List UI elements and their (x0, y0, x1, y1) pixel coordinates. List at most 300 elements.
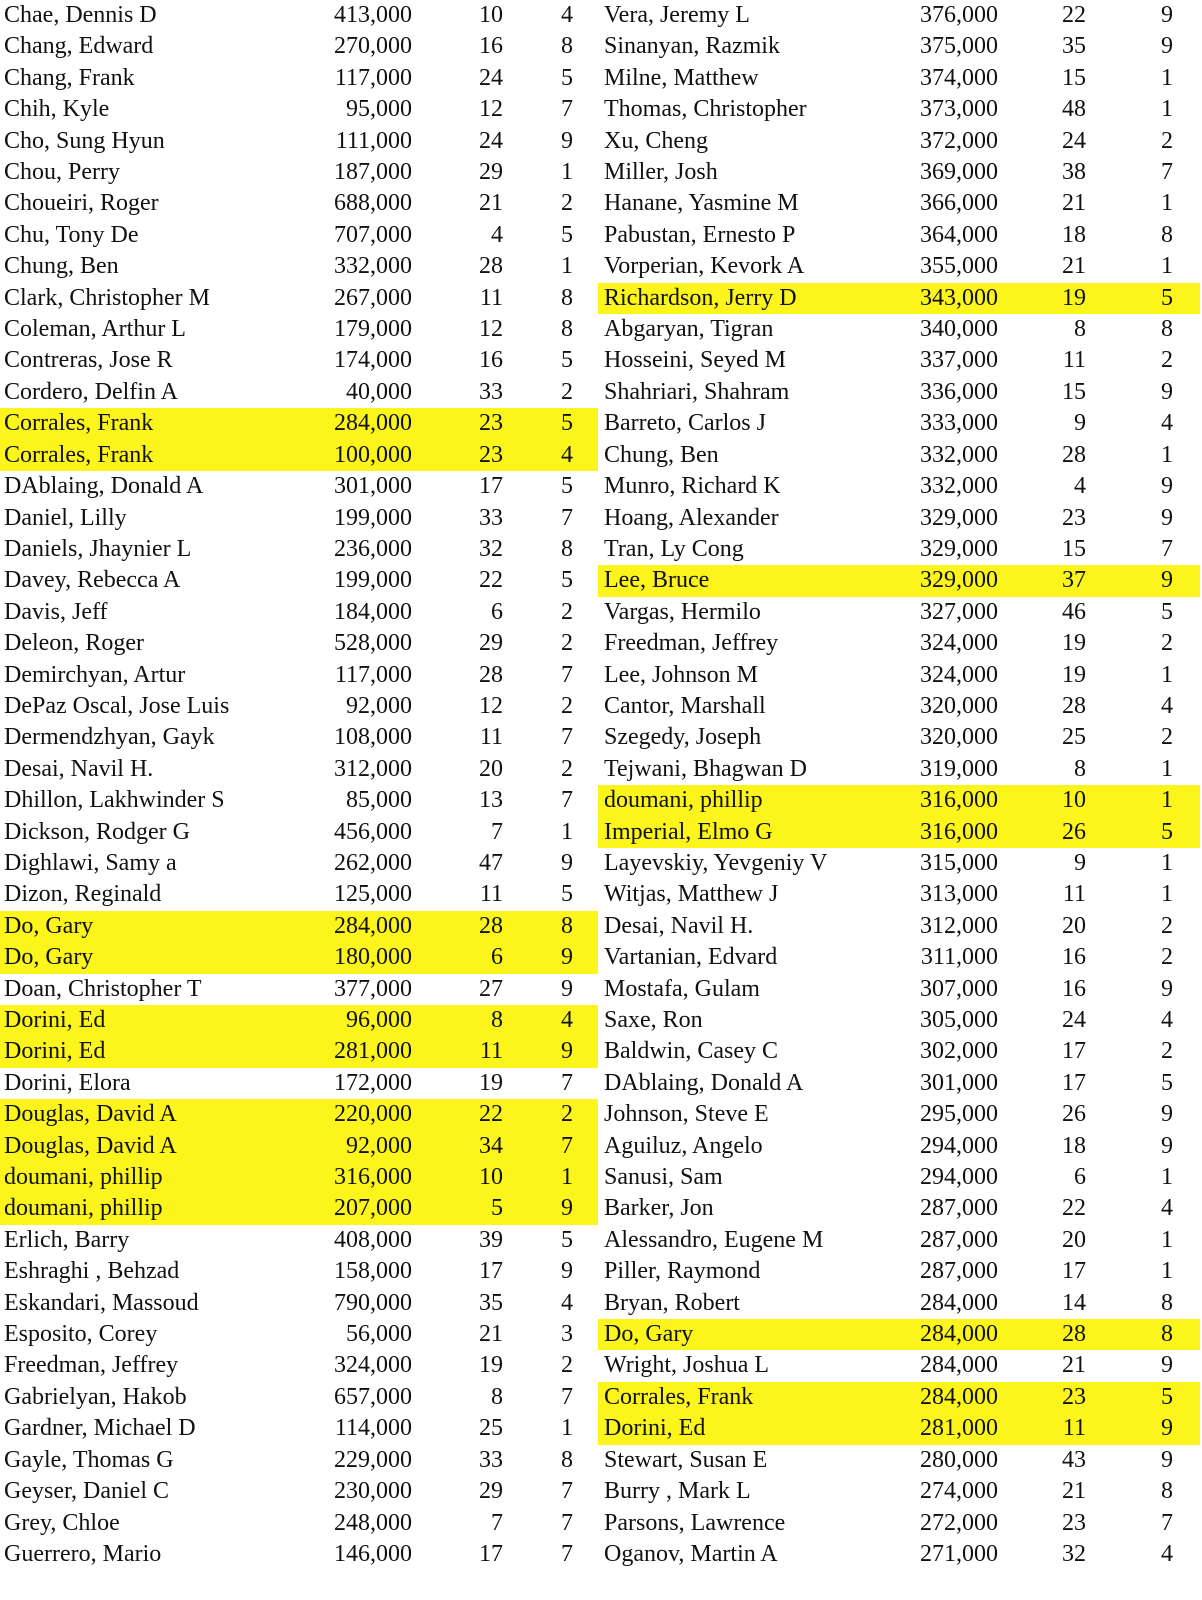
code-cell: 8 (561, 1446, 573, 1473)
amount-cell: 301,000 (334, 473, 412, 500)
amount-cell: 320,000 (920, 692, 998, 719)
amount-cell: 287,000 (920, 1195, 998, 1222)
code-cell: 9 (561, 1038, 573, 1065)
amount-cell: 92,000 (346, 1132, 412, 1159)
table-row (0, 628, 598, 659)
amount-cell: 40,000 (346, 378, 412, 405)
amount-cell: 369,000 (920, 159, 998, 186)
amount-cell: 324,000 (920, 661, 998, 688)
count-cell: 20 (1062, 912, 1086, 939)
code-cell: 2 (1161, 724, 1173, 751)
table-row (598, 691, 1200, 722)
amount-cell: 373,000 (920, 96, 998, 123)
count-cell: 8 (1074, 316, 1086, 343)
table-row (0, 251, 598, 282)
amount-cell: 270,000 (334, 33, 412, 60)
highlighted-table-row (598, 785, 1200, 816)
count-cell: 23 (1062, 504, 1086, 531)
table-row (598, 1476, 1200, 1507)
count-cell: 25 (479, 1415, 503, 1442)
highlighted-table-row (598, 565, 1200, 596)
code-cell: 5 (1161, 284, 1173, 311)
code-cell: 8 (1161, 1478, 1173, 1505)
table-row (0, 785, 598, 816)
code-cell: 4 (561, 1007, 573, 1033)
name-cell: Dighlawi, Samy a (4, 849, 177, 876)
count-cell: 22 (479, 1101, 503, 1128)
code-cell: 5 (561, 567, 573, 594)
name-cell: Davey, Rebecca A (4, 567, 181, 594)
count-cell: 12 (479, 316, 503, 343)
table-row (598, 722, 1200, 753)
code-cell: 1 (1161, 190, 1173, 217)
table-row (598, 503, 1200, 534)
name-cell: Hoang, Alexander (604, 504, 779, 531)
name-cell: Daniels, Jhaynier L (4, 535, 192, 562)
count-cell: 9 (1074, 410, 1086, 437)
count-cell: 10 (479, 1164, 503, 1191)
count-cell: 33 (479, 504, 503, 531)
code-cell: 2 (561, 1101, 573, 1128)
name-cell: Eskandari, Massoud (4, 1289, 199, 1316)
table-row (598, 1131, 1200, 1162)
amount-cell: 199,000 (334, 567, 412, 594)
code-cell: 7 (561, 661, 573, 688)
table-row (0, 345, 598, 376)
name-cell: Gabrielyan, Hakob (4, 1383, 187, 1410)
code-cell: 8 (1161, 221, 1173, 248)
name-cell: Dorini, Ed (4, 1038, 106, 1065)
code-cell: 1 (1161, 1226, 1173, 1253)
amount-cell: 333,000 (920, 410, 998, 437)
highlighted-table-row (598, 283, 1200, 314)
amount-cell: 329,000 (920, 567, 998, 594)
name-cell: Chih, Kyle (4, 96, 110, 123)
code-cell: 1 (1161, 849, 1173, 876)
code-cell: 2 (1161, 1038, 1173, 1065)
name-cell: Cordero, Delfin A (4, 378, 178, 405)
table-row (598, 1099, 1200, 1130)
count-cell: 28 (479, 912, 503, 939)
table-row (598, 251, 1200, 282)
table-row (598, 1225, 1200, 1256)
amount-cell: 180,000 (334, 944, 412, 971)
code-cell: 5 (1161, 818, 1173, 845)
amount-cell: 158,000 (334, 1258, 412, 1285)
amount-cell: 307,000 (920, 975, 998, 1002)
name-cell: Chang, Edward (4, 33, 154, 60)
amount-cell: 329,000 (920, 504, 998, 531)
table-row (0, 1382, 598, 1413)
code-cell: 5 (561, 221, 573, 248)
count-cell: 21 (1062, 1352, 1086, 1379)
amount-cell: 111,000 (335, 127, 412, 154)
count-cell: 15 (1062, 64, 1086, 91)
name-cell: Aguiluz, Angelo (604, 1132, 763, 1159)
table-row (0, 879, 598, 910)
table-row (598, 1256, 1200, 1287)
table-row (0, 722, 598, 753)
count-cell: 10 (1062, 787, 1086, 814)
code-cell: 4 (1161, 1540, 1173, 1567)
count-cell: 35 (479, 1289, 503, 1316)
code-cell: 4 (561, 1289, 573, 1316)
count-cell: 20 (479, 755, 503, 782)
count-cell: 22 (1062, 1195, 1086, 1222)
code-cell: 7 (561, 1383, 573, 1410)
amount-cell: 343,000 (920, 284, 998, 311)
table-row (598, 1350, 1200, 1381)
name-cell: Davis, Jeff (4, 598, 108, 625)
amount-cell: 220,000 (334, 1101, 412, 1128)
count-cell: 16 (1062, 944, 1086, 971)
highlighted-table-row (598, 1413, 1200, 1444)
table-row (598, 911, 1200, 942)
count-cell: 28 (479, 661, 503, 688)
code-cell: 9 (561, 1258, 573, 1285)
count-cell: 15 (1062, 378, 1086, 405)
table-row (0, 565, 598, 596)
code-cell: 5 (561, 473, 573, 500)
count-cell: 47 (479, 849, 503, 876)
code-cell: 9 (1161, 1446, 1173, 1473)
table-row (598, 1445, 1200, 1476)
code-cell: 2 (1161, 630, 1173, 657)
table-row (0, 31, 598, 62)
count-cell: 17 (1062, 1038, 1086, 1065)
amount-cell: 319,000 (920, 755, 998, 782)
code-cell: 2 (561, 755, 573, 782)
amount-cell: 688,000 (334, 190, 412, 217)
code-cell: 2 (561, 378, 573, 405)
code-cell: 3 (561, 1321, 573, 1348)
name-cell: Burry , Mark L (604, 1478, 751, 1505)
table-row (598, 1162, 1200, 1193)
count-cell: 27 (479, 975, 503, 1002)
code-cell: 7 (561, 724, 573, 751)
name-cell: Doan, Christopher T (4, 975, 202, 1002)
count-cell: 21 (479, 1321, 503, 1348)
amount-cell: 340,000 (920, 316, 998, 343)
amount-cell: 372,000 (920, 127, 998, 154)
count-cell: 17 (1062, 1258, 1086, 1285)
name-cell: Xu, Cheng (604, 127, 708, 154)
count-cell: 17 (1062, 1069, 1086, 1096)
code-cell: 7 (561, 1132, 573, 1159)
table-row (0, 597, 598, 628)
count-cell: 19 (1062, 284, 1086, 311)
code-cell: 1 (1161, 1164, 1173, 1191)
count-cell: 43 (1062, 1446, 1086, 1473)
name-cell: Chung, Ben (4, 253, 119, 280)
name-cell: Vorperian, Kevork A (604, 253, 805, 280)
name-cell: Desai, Navil H. (604, 912, 754, 939)
count-cell: 29 (479, 159, 503, 186)
table-row (0, 471, 598, 502)
code-cell: 8 (1161, 1321, 1173, 1348)
name-cell: Layevskiy, Yevgeniy V (604, 849, 828, 876)
count-cell: 29 (479, 630, 503, 657)
table-row (598, 754, 1200, 785)
name-cell: Dorini, Elora (4, 1069, 131, 1096)
code-cell: 4 (1161, 692, 1173, 719)
highlighted-table-row (0, 440, 598, 471)
right-table (598, 0, 1200, 1570)
amount-cell: 790,000 (334, 1289, 412, 1316)
code-cell: 5 (1161, 1383, 1173, 1410)
count-cell: 23 (479, 410, 503, 437)
code-cell: 9 (561, 1195, 573, 1222)
name-cell: Corrales, Frank (604, 1383, 754, 1410)
count-cell: 22 (1062, 2, 1086, 28)
name-cell: Witjas, Matthew J (604, 881, 779, 908)
count-cell: 18 (1062, 1132, 1086, 1159)
highlighted-table-row (0, 1036, 598, 1067)
name-cell: DAblaing, Donald A (604, 1069, 804, 1096)
name-cell: Freedman, Jeffrey (604, 630, 779, 657)
code-cell: 7 (561, 1509, 573, 1536)
table-row (598, 314, 1200, 345)
amount-cell: 284,000 (920, 1383, 998, 1410)
code-cell: 4 (1161, 1007, 1173, 1033)
amount-cell: 284,000 (334, 912, 412, 939)
name-cell: Dickson, Rodger G (4, 818, 190, 845)
amount-cell: 272,000 (920, 1509, 998, 1536)
count-cell: 8 (491, 1007, 503, 1033)
code-cell: 2 (561, 630, 573, 657)
count-cell: 16 (479, 33, 503, 60)
amount-cell: 295,000 (920, 1101, 998, 1128)
name-cell: Bryan, Robert (604, 1289, 740, 1316)
name-cell: Tejwani, Bhagwan D (604, 755, 807, 782)
name-cell: Demirchyan, Artur (4, 661, 186, 688)
code-cell: 7 (561, 1069, 573, 1096)
code-cell: 1 (1161, 787, 1173, 814)
code-cell: 4 (561, 2, 573, 28)
amount-cell: 332,000 (920, 441, 998, 468)
table-row (0, 817, 598, 848)
table-row (598, 1068, 1200, 1099)
name-cell: Dorini, Ed (4, 1007, 106, 1033)
count-cell: 17 (479, 473, 503, 500)
amount-cell: 316,000 (920, 818, 998, 845)
name-cell: Chou, Perry (4, 159, 120, 186)
left-table (0, 0, 598, 1570)
name-cell: Dorini, Ed (604, 1415, 706, 1442)
count-cell: 12 (479, 96, 503, 123)
table-row (0, 1476, 598, 1507)
name-cell: Munro, Richard K (604, 473, 781, 500)
amount-cell: 364,000 (920, 221, 998, 248)
name-cell: doumani, phillip (4, 1195, 163, 1222)
amount-cell: 117,000 (334, 661, 412, 688)
table-row (0, 188, 598, 219)
name-cell: Baldwin, Casey C (604, 1038, 778, 1065)
name-cell: Shahriari, Shahram (604, 378, 790, 405)
code-cell: 8 (561, 316, 573, 343)
count-cell: 32 (1062, 1540, 1086, 1567)
table-row (0, 848, 598, 879)
name-cell: Eshraghi , Behzad (4, 1258, 180, 1285)
name-cell: Johnson, Steve E (604, 1101, 769, 1128)
count-cell: 28 (1062, 692, 1086, 719)
count-cell: 35 (1062, 33, 1086, 60)
code-cell: 7 (1161, 159, 1173, 186)
amount-cell: 85,000 (346, 787, 412, 814)
table-row (0, 283, 598, 314)
table-row (598, 1508, 1200, 1539)
count-cell: 9 (1074, 849, 1086, 876)
amount-cell: 332,000 (920, 473, 998, 500)
amount-cell: 284,000 (920, 1289, 998, 1316)
amount-cell: 313,000 (920, 881, 998, 908)
code-cell: 9 (1161, 2, 1173, 28)
table-row (0, 314, 598, 345)
table-row (598, 879, 1200, 910)
name-cell: Miller, Josh (604, 159, 718, 186)
count-cell: 12 (479, 692, 503, 719)
code-cell: 5 (1161, 598, 1173, 625)
highlighted-table-row (0, 1162, 598, 1193)
name-cell: Pabustan, Ernesto P (604, 221, 796, 248)
amount-cell: 117,000 (334, 64, 412, 91)
table-row (0, 94, 598, 125)
count-cell: 19 (1062, 630, 1086, 657)
count-cell: 14 (1062, 1289, 1086, 1316)
code-cell: 2 (561, 1352, 573, 1379)
amount-cell: 267,000 (334, 284, 412, 311)
code-cell: 1 (1161, 253, 1173, 280)
highlighted-table-row (598, 817, 1200, 848)
name-cell: Sanusi, Sam (604, 1164, 723, 1191)
count-cell: 48 (1062, 96, 1086, 123)
count-cell: 24 (479, 64, 503, 91)
count-cell: 28 (1062, 441, 1086, 468)
table-row (598, 1036, 1200, 1067)
amount-cell: 374,000 (920, 64, 998, 91)
amount-cell: 327,000 (920, 598, 998, 625)
name-cell: Barker, Jon (604, 1195, 714, 1222)
name-cell: Dhillon, Lakhwinder S (4, 787, 225, 814)
amount-cell: 187,000 (334, 159, 412, 186)
table-row (0, 1319, 598, 1350)
highlighted-table-row (0, 1005, 598, 1036)
table-row (598, 126, 1200, 157)
count-cell: 16 (479, 347, 503, 374)
table-row (598, 377, 1200, 408)
name-cell: Geyser, Daniel C (4, 1478, 169, 1505)
code-cell: 7 (561, 1540, 573, 1567)
name-cell: Coleman, Arthur L (4, 316, 186, 343)
table-row (0, 1288, 598, 1319)
amount-cell: 336,000 (920, 378, 998, 405)
name-cell: Clark, Christopher M (4, 284, 210, 311)
code-cell: 5 (561, 1226, 573, 1253)
amount-cell: 284,000 (920, 1352, 998, 1379)
amount-cell: 456,000 (334, 818, 412, 845)
name-cell: Do, Gary (604, 1321, 694, 1348)
amount-cell: 528,000 (334, 630, 412, 657)
amount-cell: 236,000 (334, 535, 412, 562)
table-row (598, 471, 1200, 502)
name-cell: doumani, phillip (604, 787, 763, 814)
name-cell: DePaz Oscal, Jose Luis (4, 692, 230, 719)
amount-cell: 707,000 (334, 221, 412, 248)
table-row (598, 188, 1200, 219)
name-cell: Saxe, Ron (604, 1007, 703, 1033)
name-cell: Tran, Ly Cong (604, 535, 744, 562)
name-cell: Choueiri, Roger (4, 190, 159, 217)
count-cell: 11 (1062, 881, 1086, 908)
code-cell: 2 (561, 598, 573, 625)
name-cell: Vartanian, Edvard (604, 944, 778, 971)
count-cell: 21 (479, 190, 503, 217)
amount-cell: 355,000 (920, 253, 998, 280)
name-cell: Gardner, Michael D (4, 1415, 196, 1442)
count-cell: 21 (1062, 1478, 1086, 1505)
count-cell: 16 (1062, 975, 1086, 1002)
amount-cell: 413,000 (334, 2, 412, 28)
table-row (598, 94, 1200, 125)
code-cell: 9 (1161, 1352, 1173, 1379)
table-row (0, 1068, 598, 1099)
count-cell: 23 (479, 441, 503, 468)
count-cell: 21 (1062, 190, 1086, 217)
amount-cell: 375,000 (920, 33, 998, 60)
amount-cell: 284,000 (920, 1321, 998, 1348)
amount-cell: 287,000 (920, 1226, 998, 1253)
name-cell: Dizon, Reginald (4, 881, 162, 908)
table-row (598, 220, 1200, 251)
amount-cell: 96,000 (346, 1007, 412, 1033)
table-row (0, 126, 598, 157)
code-cell: 1 (1161, 1258, 1173, 1285)
code-cell: 7 (561, 787, 573, 814)
count-cell: 11 (479, 724, 503, 751)
code-cell: 8 (561, 33, 573, 60)
code-cell: 2 (1161, 127, 1173, 154)
table-row (598, 974, 1200, 1005)
name-cell: Abgaryan, Tigran (604, 316, 774, 343)
count-cell: 10 (479, 2, 503, 28)
amount-cell: 229,000 (334, 1446, 412, 1473)
table-row (0, 503, 598, 534)
code-cell: 2 (561, 692, 573, 719)
count-cell: 38 (1062, 159, 1086, 186)
amount-cell: 114,000 (334, 1415, 412, 1442)
amount-cell: 657,000 (334, 1383, 412, 1410)
name-cell: Richardson, Jerry D (604, 284, 797, 311)
amount-cell: 108,000 (334, 724, 412, 751)
count-cell: 17 (479, 1258, 503, 1285)
count-cell: 15 (1062, 535, 1086, 562)
table-row (598, 1193, 1200, 1224)
count-cell: 19 (479, 1069, 503, 1096)
code-cell: 2 (1161, 944, 1173, 971)
count-cell: 19 (1062, 661, 1086, 688)
table-row (0, 534, 598, 565)
amount-cell: 125,000 (334, 881, 412, 908)
name-cell: Douglas, David A (4, 1132, 177, 1159)
name-cell: Sinanyan, Razmik (604, 33, 780, 60)
name-cell: Contreras, Jose R (4, 347, 173, 374)
name-cell: Chae, Dennis D (4, 2, 157, 28)
name-cell: Grey, Chloe (4, 1509, 120, 1536)
table-row (598, 63, 1200, 94)
count-cell: 11 (479, 1038, 503, 1065)
amount-cell: 320,000 (920, 724, 998, 751)
highlighted-table-row (0, 1099, 598, 1130)
